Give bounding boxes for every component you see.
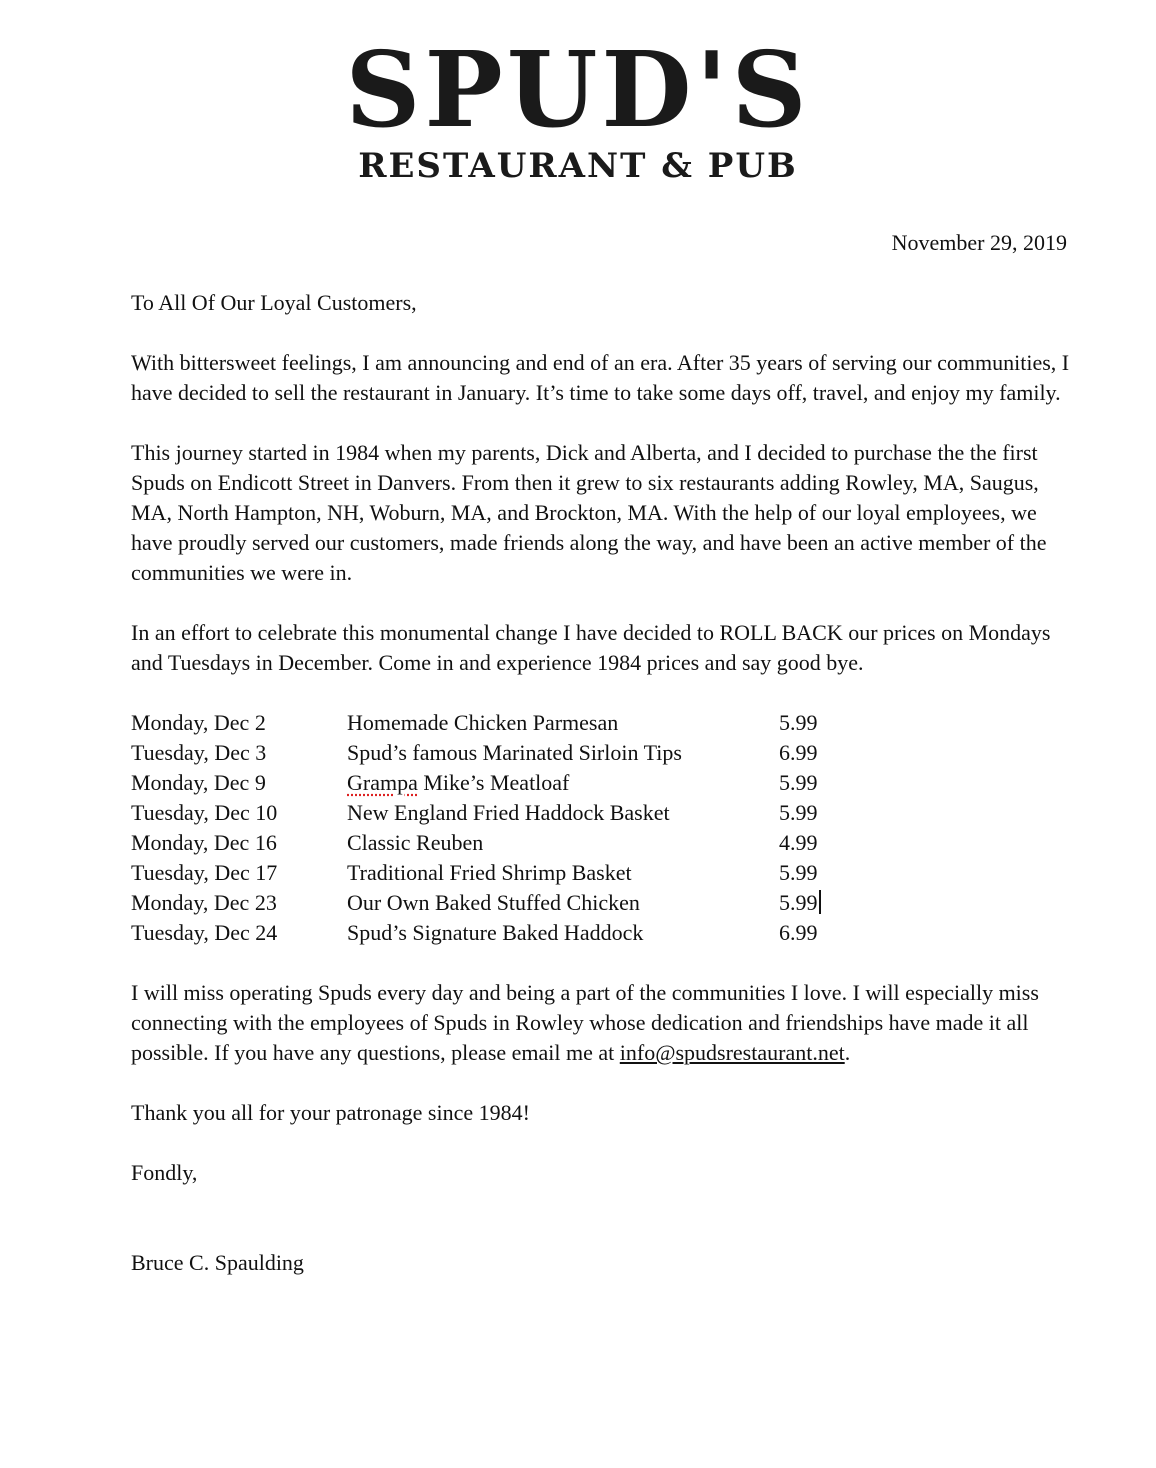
spellcheck-flagged-word[interactable]: Grampa bbox=[347, 770, 418, 795]
menu-dish-rest: Mike’s Meatloaf bbox=[417, 770, 570, 795]
logo-tagline: RESTAURANT & PUB bbox=[358, 146, 798, 186]
menu-day: Monday, Dec 9 bbox=[131, 770, 266, 795]
menu-price: 5.99 bbox=[779, 710, 818, 735]
menu-price-value: 5.99 bbox=[779, 890, 818, 915]
menu-price: 6.99 bbox=[779, 740, 818, 765]
menu-price: 5.99 bbox=[779, 860, 818, 885]
farewell-end: . bbox=[844, 1040, 851, 1065]
table-row bbox=[131, 888, 1071, 918]
menu-price: 5.99 bbox=[779, 800, 818, 825]
table-row bbox=[131, 708, 1071, 738]
menu-price: 5.99 bbox=[779, 770, 818, 795]
menu-day: Tuesday, Dec 10 bbox=[131, 800, 278, 825]
menu-dish: Homemade Chicken Parmesan bbox=[347, 710, 619, 735]
menu-dish: New England Fried Haddock Basket bbox=[347, 800, 670, 825]
menu-dish: Classic Reuben bbox=[347, 830, 484, 855]
letter-body bbox=[131, 288, 1071, 1308]
table-row bbox=[131, 768, 1071, 798]
menu-dish bbox=[347, 768, 569, 798]
signature-space bbox=[131, 1188, 1071, 1248]
menu-dish: Spud’s famous Marinated Sirloin Tips bbox=[347, 740, 682, 765]
menu-price: 4.99 bbox=[779, 830, 818, 855]
menu-day: Monday, Dec 16 bbox=[131, 830, 277, 855]
menu-dish: Our Own Baked Stuffed Chicken bbox=[347, 890, 640, 915]
menu-price bbox=[779, 888, 821, 918]
logo-name: SPUD'S bbox=[345, 28, 811, 151]
menu-dish: Traditional Fried Shrimp Basket bbox=[347, 860, 632, 885]
table-row bbox=[131, 858, 1071, 888]
paragraph-farewell bbox=[131, 978, 1071, 1068]
paragraph-thanks: Thank you all for your patronage since 1984! bbox=[131, 1100, 530, 1125]
menu-day: Tuesday, Dec 17 bbox=[131, 860, 278, 885]
menu-day: Monday, Dec 2 bbox=[131, 710, 266, 735]
paragraph-history: This journey started in 1984 when my parents, Dick and Alberta, and I decided to purchase the the first Spuds on Endicott Street in Danvers. From then it grew to six restaurants adding Rowley, MA, Saugus, MA, North Hampton, NH, Woburn, MA, and Brockton, MA. With the help of our loyal employees, we have proudly served our customers, made friends along the way, and have been an active member of the communities we were in. bbox=[131, 440, 1047, 585]
table-row bbox=[131, 738, 1071, 768]
text-cursor bbox=[819, 890, 821, 914]
table-row bbox=[131, 798, 1071, 828]
table-row bbox=[131, 828, 1071, 858]
email-link[interactable]: info@spudsrestaurant.net bbox=[619, 1040, 845, 1065]
menu-dish: Spud’s Signature Baked Haddock bbox=[347, 920, 644, 945]
spuds-logo bbox=[0, 30, 1156, 186]
salutation: To All Of Our Loyal Customers, bbox=[131, 290, 417, 315]
signature-name: Bruce C. Spaulding bbox=[131, 1250, 304, 1275]
farewell-text: I will miss operating Spuds every day and being a part of the communities I love. I will especially miss connecting with the employees of Spuds in Rowley whose dedication and friendships have made it all possible. If you have any questions, please email me at bbox=[131, 980, 1039, 1065]
specials-table bbox=[131, 708, 1071, 948]
letter-date: November 29, 2019 bbox=[891, 230, 1067, 255]
closing: Fondly, bbox=[131, 1160, 198, 1185]
table-row bbox=[131, 918, 1071, 948]
paragraph-announcement: With bittersweet feelings, I am announcing and end of an era. After 35 years of serving our communities, I have decided to sell the restaurant in January. It’s time to take some days off, travel, and enjoy my family. bbox=[131, 350, 1070, 405]
menu-day: Monday, Dec 23 bbox=[131, 890, 277, 915]
menu-price: 6.99 bbox=[779, 920, 818, 945]
paragraph-rollback: In an effort to celebrate this monumental change I have decided to ROLL BACK our prices on Mondays and Tuesdays in December. Come in and experience 1984 prices and say good bye. bbox=[131, 620, 1051, 675]
menu-day: Tuesday, Dec 3 bbox=[131, 740, 267, 765]
menu-day: Tuesday, Dec 24 bbox=[131, 920, 278, 945]
